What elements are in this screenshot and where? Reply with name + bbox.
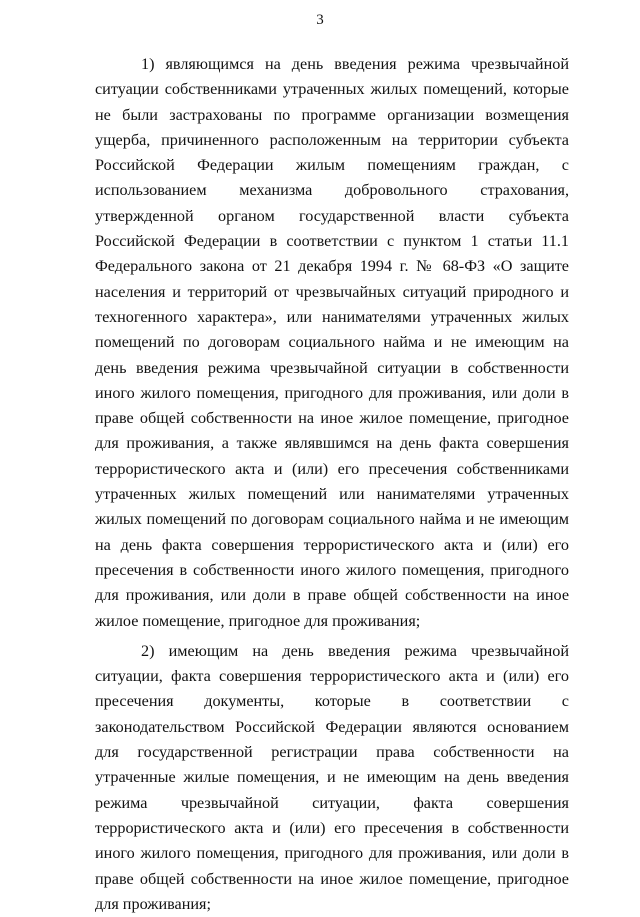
page-number: 3 [316,12,324,28]
paragraph-item-1: 1) являющимся на день введения режима чрезвычайной ситуации собственниками утраченных жилых помещений, которые не были застрахованы по программе организации возмещения ущерба, причиненного расположенным на территории субъекта Российской Федерации жилым помещениям граждан, с использованием механизма добровольного страхования, утвержденной органом государственной власти субъекта Российской Федерации в соответствии с пунктом 1 статьи 11.1 Федерального закона от 21 декабря 1994 г. № 68-ФЗ «О защите населения и территорий от чрезвычайных ситуаций природного и техногенного характера», или нанимателями утраченных жилых помещений по договорам социального найма и не имеющим на день введения режима чрезвычайной ситуации в собственности иного жилого помещения, пригодного для проживания, или доли в праве общей собственности на иное жилое помещение, пригодное для проживания, а также являвшимся на день факта совершения террористического акта и (или) его пресечения собственниками утраченных жилых помещений или нанимателями утраченных жилых помещений по договорам социального найма и не имеющим на день факта совершения террористического акта и (или) его пресечения в собственности иного жилого помещения, пригодного для проживания, или доли в праве общей собственности на иное жилое помещение, пригодное для проживания; [95,55,569,630]
paragraph-item-2: 2) имеющим на день введения режима чрезвычайной ситуации, факта совершения террористического акта и (или) его пресечения документы, которые в соответствии с законодательством Российской Федерации являются основанием для государственной регистрации права собственности на утраченные жилые помещения, и не имеющим на день введения режима чрезвычайной ситуации, факта совершения террористического акта и (или) его пресечения в собственности иного жилого помещения, пригодного для проживания, или доли в праве общей собственности на иное жилое помещение, пригодное для проживания; [95,641,569,913]
document-body [95,52,569,917]
